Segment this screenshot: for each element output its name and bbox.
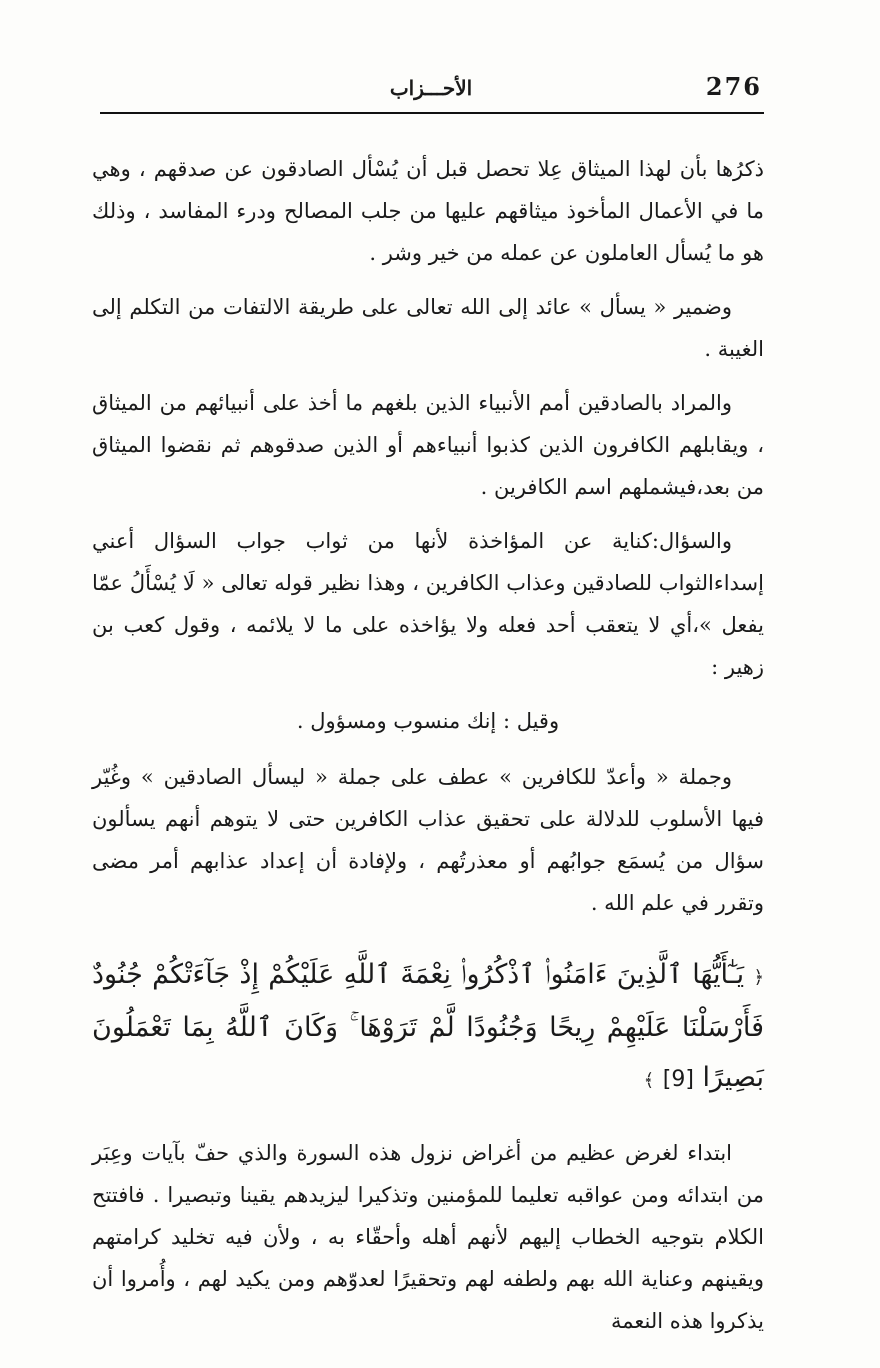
paragraph: ذكرُها بأن لهذا الميثاق عِلا تحصل قبل أن يُسْأل الصادقون عن صدقهم ، وهي ما في الأعمال المأخوذ ميثاقهم عليها من جلب المصالح ودرء المفاسد ، وذلك هو ما يُسأل العاملون عن عمله من خير وشر . bbox=[92, 157, 764, 265]
paragraph: ابتداء لغرض عظيم من أغراض نزول هذه السورة والذي حفّ بآيات وعِبَر من ابتدائه ومن عواقبه تعليما للمؤمنين وتذكيرا ليزيدهم يقينا وتبصيرا . فافتتح الكلام بتوجيه الخطاب إليهم لأنهم أهله وأحقّاء به ، ولأن فيه تخليد كرامتهم ويقينهم وعناية الله بهم ولطفه لهم وتحقيرًا لعدوّهم ومن يكيد لهم ، وأُمروا أن يذكروا هذه النعمة bbox=[92, 1141, 764, 1333]
paragraph: والمراد بالصادقين أمم الأنبياء الذين بلغهم ما أخذ على أنبيائهم من الميثاق ، ويقابلهم الكافرون الذين كذبوا أنبياءهم أو الذين صدقوهم ثم نقضوا الميثاق من بعد،فيشملهم اسم الكافرين . bbox=[92, 391, 764, 499]
quran-text: يَـٰٓأَيُّهَا ٱلَّذِينَ ءَامَنُوا۟ ٱذْكُرُوا۟ نِعْمَةَ ٱللَّهِ عَلَيْكُمْ إِذْ جَآءَتْكُمْ جُنُودٌ فَأَرْسَلْنَا عَلَيْهِمْ رِيحًا وَجُنُودًا لَّمْ تَرَوْهَا ۚ وَكَانَ ٱللَّهُ بِمَا تَعْمَلُونَ بَصِيرًا bbox=[92, 959, 764, 1093]
paragraph: وضمير « يسأل » عائد إلى الله تعالى على طريقة الالتفات من التكلم إلى الغيبة . bbox=[92, 295, 764, 361]
page-number: 276 bbox=[705, 72, 762, 101]
running-title: الأحـــزاب bbox=[389, 76, 473, 100]
ornate-bracket-open: ﴿ bbox=[753, 967, 764, 988]
header-rule bbox=[100, 112, 764, 114]
ayah-number: [9] bbox=[662, 1067, 694, 1092]
page-header bbox=[100, 70, 762, 110]
body-text bbox=[92, 148, 764, 1354]
paragraph: وجملة « وأعدّ للكافرين » عطف على جملة « ليسأل الصادقين » وغُيّر فيها الأسلوب للدلالة على تحقيق عذاب الكافرين حتى لا يتوهم أنهم يسألون سؤال من يُسمَع جوابُهم أو معذرتُهم ، ولإفادة أن إعداد عذابهم أمر مضى وتقرر في علم الله . bbox=[92, 765, 764, 915]
quran-verse bbox=[92, 950, 764, 1106]
paragraph: والسؤال:كناية عن المؤاخذة لأنها من ثواب جواب السؤال أعني إسداءالثواب للصادقين وعذاب الكافرين ، وهذا نظير قوله تعالى « لَا يُسْأَلُ عمّا يفعل »،أي لا يتعقب أحد فعله ولا يؤاخذه على ما لا يلائمه ، وقول كعب بن زهير : bbox=[92, 529, 764, 679]
poetry-verse: وقيل : إنك منسوب ومسؤول . bbox=[296, 709, 560, 733]
ornate-bracket-close: ﴾ bbox=[643, 1070, 655, 1091]
